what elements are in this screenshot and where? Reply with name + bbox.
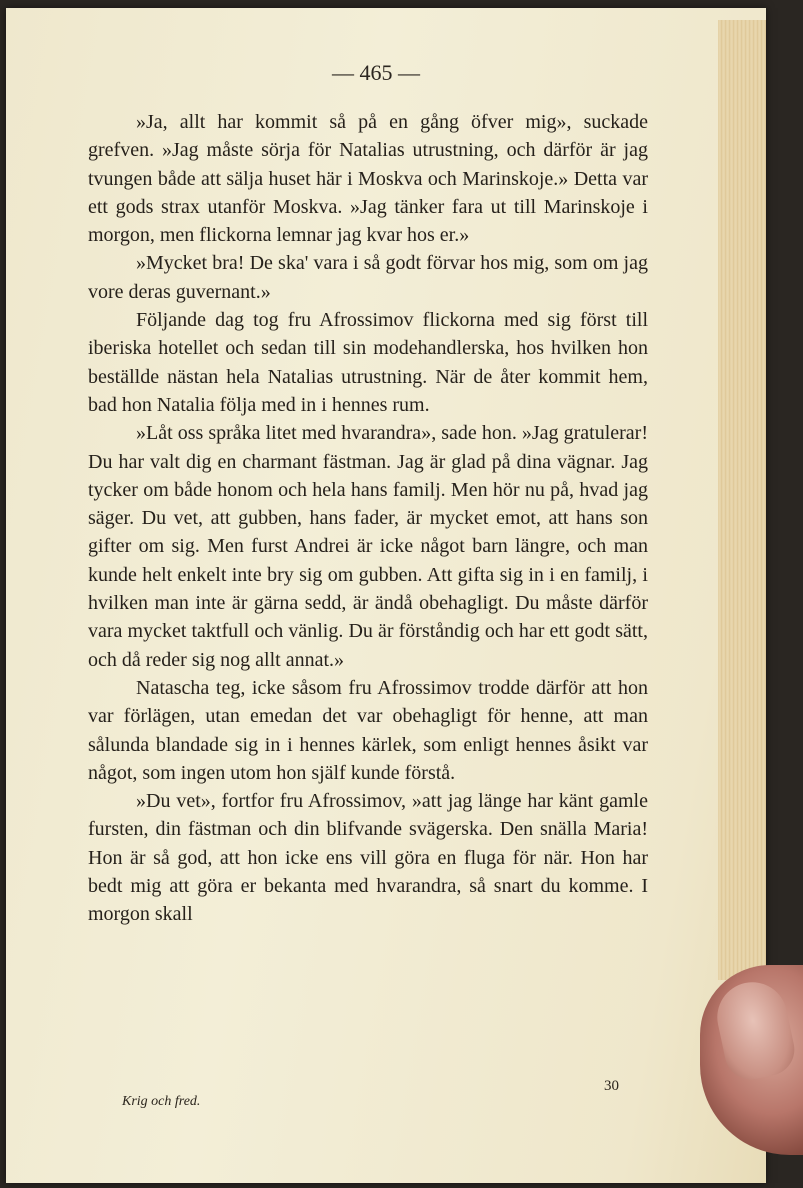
paragraph: »Du vet», fortfor fru Afrossimov, »att jag länge har känt gamle fursten, din fästman och din blifvande svägerska. Den snälla Maria! Hon är så god, att hon icke ens vill göra en fluga för när. Hon har bedt mig att göra er bekanta med hvarandra, så snart du komme. I morgon skall	[88, 790, 648, 926]
paragraph: »Ja, allt har kommit så på en gång öfver mig», suckade grefven. »Jag måste sörja för Natalias utrustning, och därför är jag tvungen både att sälja huset här i Moskva och Marinskoje.» Detta var ett gods strax utanför Moskva. »Jag tänker fara ut till Marinskoje i morgon, men flickorna lemnar jag kvar hos er.»	[88, 111, 648, 247]
signature-mark: 30	[604, 1078, 619, 1094]
paragraph: »Mycket bra! De ska' vara i så godt förvar hos mig, som om jag vore deras guvernant.»	[88, 252, 648, 303]
body-text	[88, 108, 648, 929]
book-page	[6, 8, 766, 1183]
page-footer	[88, 1078, 648, 1116]
paragraph: Natascha teg, icke såsom fru Afrossimov trodde därför att hon var förlägen, utan emedan det var obehagligt för henne, att man sålunda blandade sig in i hennes kärlek, som enligt hennes åsikt var något, som ingen utom hon själf kunde förstå.	[88, 676, 648, 784]
footer-book-title: Krig och fred.	[122, 1094, 201, 1109]
page-number-header: — 465 —	[332, 60, 420, 85]
paragraph: »Låt oss språka litet med hvarandra», sade hon. »Jag gratulerar! Du har valt dig en charmant fästman. Jag är glad på dina vägnar. Jag tycker om både honom och hela hans familj. Men hör nu på, hvad jag säger. Du vet, att gubben, hans fader, är mycket emot, att hans son gifter om sig. Men furst Andrei är icke något barn längre, och man kunde helt enkelt inte bry sig om gubben. Att gifta sig in i en familj, i hvilken man inte är gärna sedd, är ändå obehagligt. Du måste därför vara mycket taktfull och vänlig. Du är förståndig och har ett godt sätt, och då reder sig nog allt annat.»	[88, 422, 648, 671]
paragraph: Följande dag tog fru Afrossimov flickorna med sig först till iberiska hotellet och sedan till sin modehandlerska, hos hvilken hon beställde nästan hela Natalias utrustning. När de åter kommit hem, bad hon Natalia följa med in i hennes rum.	[88, 309, 648, 416]
page-edge	[718, 20, 766, 980]
